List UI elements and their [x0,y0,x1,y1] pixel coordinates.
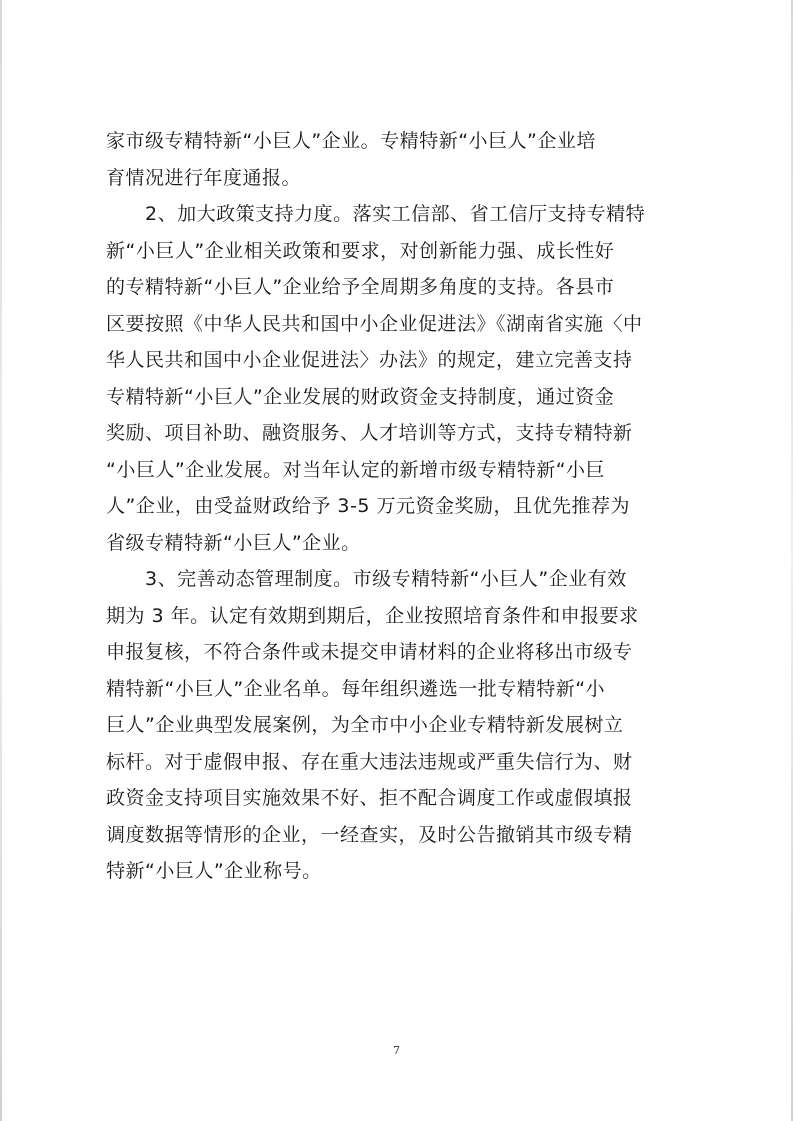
text-line: 家市级专精特新“小巨人”企业。专精特新“小巨人”企业培 [106,130,596,152]
text-line: 调度数据等情形的企业，一经查实，及时公告撤销其市级专精 [106,823,633,846]
text-line: 巨人”企业典型发展案例，为全市中小企业专精特新发展树立 [106,714,624,736]
text-line: 政资金支持项目实施效果不好、拒不配合调度工作或虚假填报 [106,787,633,809]
text-line: 区要按照《中华人民共和国中小企业促进法》《湖南省实施〈中 [106,312,643,335]
paragraph-2-start: 2、加大政策支持力度。落实工信部、省工信厅支持专精特 [106,203,646,225]
text-line: 精特新“小巨人”企业名单。每年组织遴选一批专精特新“小 [106,677,606,700]
text-line: 育情况进行年度通报。 [106,166,302,189]
text-line: 专精特新“小巨人”企业发展的财政资金支持制度，通过资金 [106,385,615,408]
text-line: 新“小巨人”企业相关政策和要求，对创新能力强、成长性好 [106,239,615,262]
text-line: 的专精特新“小巨人”企业给予全周期多角度的支持。各县市 [106,276,615,298]
text-line: 标杆。对于虚假申报、存在重大违法违规或严重失信行为、财 [106,750,633,773]
text-line: 华人民共和国中小企业促进法〉办法》的规定，建立完善支持 [106,349,633,371]
text-line: 奖励、项目补助、融资服务、人才培训等方式，支持专精特新 [106,422,633,444]
paragraph-3-start: 3、完善动态管理制度。市级专精特新“小巨人”企业有效 [106,568,627,590]
text-line: 期为 3 年。认定有效期到期后，企业按照培育条件和申报要求 [106,604,639,627]
text-line: 特新“小巨人”企业称号。 [106,860,322,882]
page-number: 7 [393,1044,400,1057]
text-line: 申报复核，不符合条件或未提交申请材料的企业将移出市级专 [106,641,633,663]
text-line: “小巨人”企业发展。对当年认定的新增市级专精特新“小巨 [106,458,606,481]
text-line: 省级专精特新“小巨人”企业。 [106,531,361,554]
text-line: 人”企业，由受益财政给予 3-5 万元资金奖励，且优先推荐为 [106,495,630,517]
document-body [106,123,690,890]
scan-left-edge [0,0,2,1121]
